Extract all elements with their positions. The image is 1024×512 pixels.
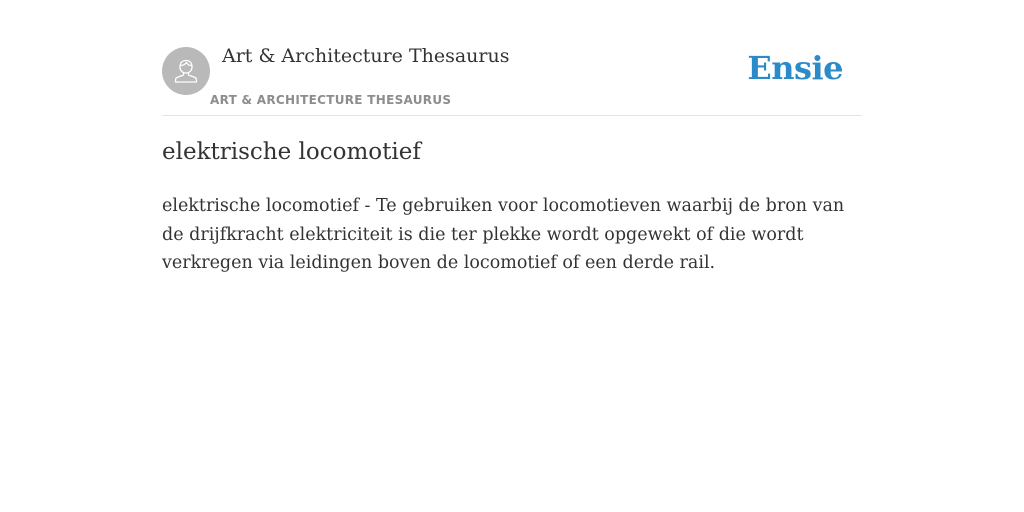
user-silhouette-icon	[171, 56, 201, 86]
author-tag[interactable]: ART & ARCHITECTURE THESAURUS	[210, 93, 452, 107]
brand-logo[interactable]: Ensie	[747, 49, 843, 87]
author-avatar[interactable]	[162, 47, 210, 95]
page-title: elektrische locomotief	[162, 139, 421, 165]
header	[162, 0, 862, 116]
content-container	[162, 0, 862, 273]
author-name[interactable]: Art & Architecture Thesaurus	[222, 45, 510, 67]
definition-text: elektrische locomotief - Te gebruiken voor locomotieven waarbij de bron van de drijfkracht elektriciteit is die ter plekke wordt opgewekt of die wordt verkregen via leidingen boven de locomotief of een derde rail.	[162, 196, 845, 273]
